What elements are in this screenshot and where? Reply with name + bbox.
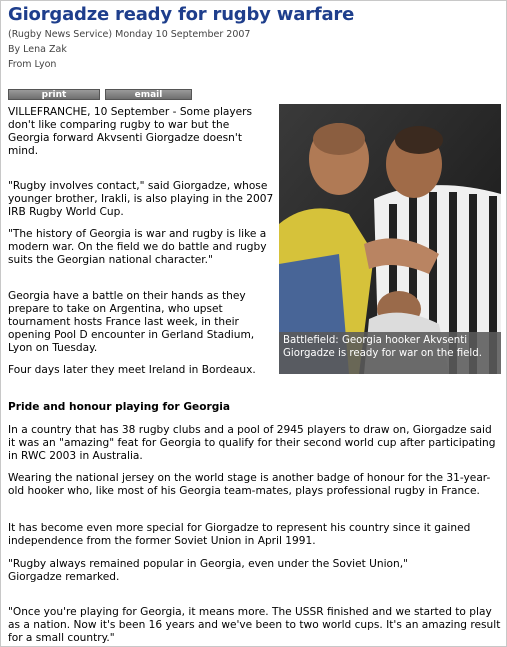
paragraph-3: "The history of Georgia is war and rugby is like a modern war. On the field we do battle and rugby suits the Georgian national character."	[8, 228, 267, 266]
paragraph-2: "Rugby involves contact," said Giorgadze, whose younger brother, Irakli, is also playing in the 2007 IRB Rugby World Cup.	[8, 180, 274, 218]
paragraph-5: Four days later they meet Ireland in Bordeaux.	[8, 364, 256, 376]
location-line: From Lyon	[8, 59, 57, 70]
paragraph-4: Georgia have a battle on their hands as they prepare to take on Argentina, who upset tournament hosts France last week, in their opening Pool D encounter in Gerland Stadium, Lyon on Tuesday.	[8, 290, 255, 354]
email-button[interactable]: email	[105, 89, 192, 100]
paragraph-10: "Once you're playing for Georgia, it means more. The USSR finished and we started to play as a nation. Now it's been 16 years and we've been to two world cups. It's an amazing result for a small country."	[8, 606, 501, 644]
paragraph-9: "Rugby always remained popular in Georgia, even under the Soviet Union," Giorgadze remarked.	[8, 558, 408, 583]
print-button[interactable]: print	[8, 89, 100, 100]
paragraph-1: VILLEFRANCHE, 10 September - Some players don't like comparing rugby to war but the Georgia forward Akvsenti Giorgadze doesn't mind.	[8, 106, 253, 157]
photo-caption: Battlefield: Georgia hooker Akvsenti Giorgadze is ready for war on the field.	[279, 332, 501, 374]
paragraph-8: It has become even more special for Giorgadze to represent his country since it gained independence from the former Soviet Union in April 1991.	[8, 522, 471, 547]
article-title: Giorgadze ready for rugby warfare	[8, 4, 355, 25]
subheading: Pride and honour playing for Georgia	[8, 401, 231, 413]
paragraph-6: In a country that has 38 rugby clubs and a pool of 2945 players to draw on, Giorgadze said it was an "amazing" feat for Georgia to qualify for their second world cup after participating in RWC 2003 in Australia.	[8, 424, 496, 462]
author-line: By Lena Zak	[8, 44, 67, 55]
source-line: (Rugby News Service) Monday 10 September 2007	[8, 29, 251, 40]
article-photo	[279, 104, 501, 374]
paragraph-7: Wearing the national jersey on the world stage is another badge of honour for the 31-year-old hooker who, like most of his Georgia team-mates, plays professional rugby in France.	[8, 472, 491, 497]
